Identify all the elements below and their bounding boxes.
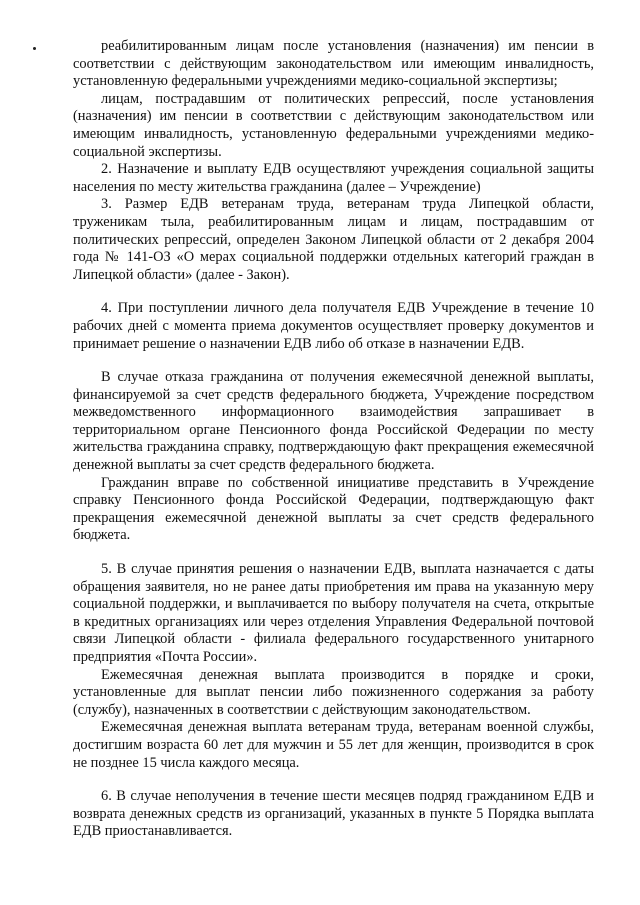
paragraph-item-5: 5. В случае принятия решения о назначении ЕДВ, выплата назначается с даты обращения заявителя, но не ранее даты приобретения им права на указанную меру социальной поддержки, и выплачивается по выбору получателя на счета, открытые в кредитных организациях или через отделения Управления Федеральной почтовой связи Липецкой области - филиала федерального государственного унитарного предприятия «Почта России».	[73, 561, 594, 665]
paragraph-payment-terms: Ежемесячная денежная выплата производится в порядке и сроки, установленные для выплат пенсии либо пожизненного содержания за работу (службу), назначенных в соответствии с действующим законодательством.	[73, 666, 594, 718]
document-body	[73, 38, 594, 841]
paragraph-item-2: 2. Назначение и выплату ЕДВ осуществляют учреждения социальной защиты населения по месту жительства гражданина (далее – Учреждение)	[73, 161, 594, 195]
paragraph-refusal-case: В случае отказа гражданина от получения ежемесячной денежной выплаты, финансируемой за счет средств федерального бюджета, Учреждение посредством межведомственного информационного взаимодействия запрашивает в территориальном органе Пенсионного фонда Российской Федерации по месту жительства гражданина справку, подтверждающую факт прекращения ежемесячной денежной выплаты за счет средств федерального бюджета.	[73, 369, 594, 474]
paragraph-item-4: 4. При поступлении личного дела получателя ЕДВ Учреждение в течение 10 рабочих дней с момента приема документов осуществляет проверку документов и принимает решение о назначении ЕДВ либо об отказе в назначении ЕДВ.	[73, 300, 594, 352]
scan-speck	[33, 47, 36, 50]
paragraph-citizen-right: Гражданин вправе по собственной инициативе представить в Учреждение справку Пенсионного фонда Российской Федерации, подтверждающую факт прекращения ежемесячной денежной выплаты за счет средств федерального бюджета.	[73, 474, 594, 544]
paragraph-payment-deadline: Ежемесячная денежная выплата ветеранам труда, ветеранам военной службы, достигшим возраста 60 лет для мужчин и 55 лет для женщин, производится в срок не позднее 15 числа каждого месяца.	[73, 719, 594, 771]
paragraph-item-3: 3. Размер ЕДВ ветеранам труда, ветеранам труда Липецкой области, труженикам тыла, реабилитированным лицам и лицам, пострадавшим от политических репрессий, определен Законом Липецкой области от 2 декабря 2004 года № 141-ОЗ «О мерах социальной поддержки отдельных категорий граждан в Липецкой области» (далее - Закон).	[73, 196, 594, 283]
paragraph-rehabilitated: реабилитированным лицам после установления (назначения) им пенсии в соответствии с действующим законодательством или имеющим инвалидность, установленную федеральными учреждениями медико-социальной экспертизы;	[73, 38, 594, 90]
paragraph-repressed: лицам, пострадавшим от политических репрессий, после установления (назначения) им пенсии в соответствии с действующим законодательством или имеющим инвалидность, установленную федеральными учреждениями медико-социальной экспертизы.	[73, 90, 594, 160]
paragraph-item-6: 6. В случае неполучения в течение шести месяцев подряд гражданином ЕДВ и возврата денежных средств из организаций, указанных в пункте 5 Порядка выплата ЕДВ приостанавливается.	[73, 788, 594, 840]
